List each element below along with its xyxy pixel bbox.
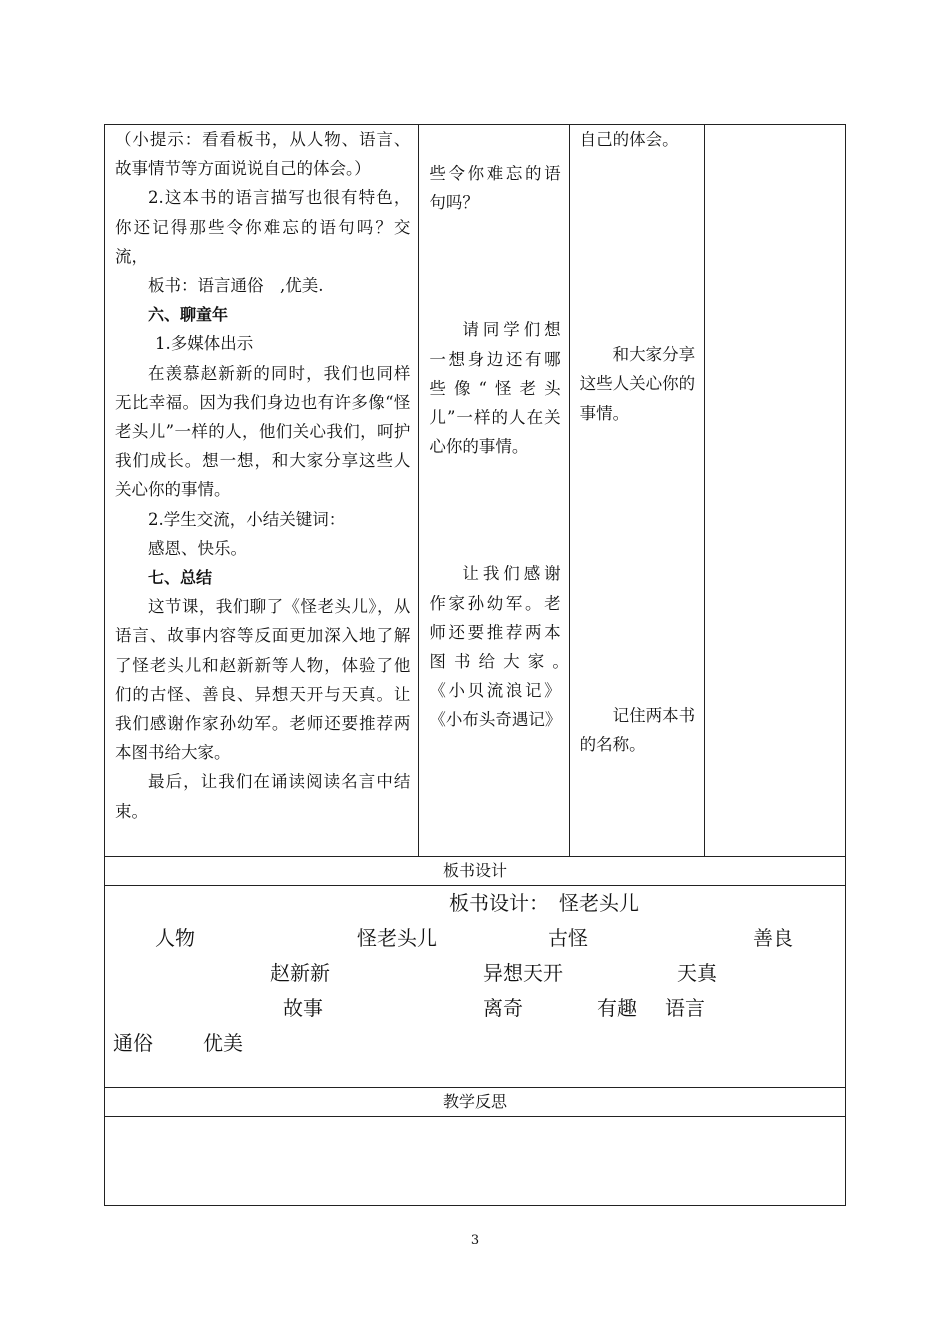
board-item-people: 人物 <box>155 926 195 950</box>
empty-notes-cell <box>704 125 845 857</box>
content-row <box>105 125 846 857</box>
student-block-3: 记住两本书的名称。 <box>579 705 696 755</box>
board-item-story: 故事 <box>283 996 323 1020</box>
reflection-cell <box>105 1117 846 1206</box>
teacher-block-1: 些令你难忘的语句吗？ <box>429 164 561 213</box>
board-item-zhao: 赵新新 <box>270 961 330 985</box>
board-title: 板书设计： 怪老头儿 <box>449 891 639 915</box>
student-exchange-step: 2.学生交流，小结关键词： <box>148 509 346 529</box>
closing-paragraph: 最后，让我们在诵读阅读名言中结束。 <box>115 772 411 821</box>
summary-paragraph: 这节课，我们聊了《怪老头儿》，从语言、故事内容等反面更加深入地了解了怪老头儿和赵新新等人物，体验了他们的古怪、善良、异想天开与天真。让我们感谢作家孙幼军。老师还要推荐两本图书给大家。 <box>115 597 411 763</box>
board-note: 板书：语言通俗 ,优美. <box>148 276 324 296</box>
student-activity-cell <box>569 125 704 857</box>
board-item-beautiful: 优美 <box>203 1031 243 1055</box>
reflection-header: 教学反思 <box>105 1088 846 1117</box>
teaching-process-cell <box>105 125 419 857</box>
board-item-weird: 古怪 <box>548 926 588 950</box>
lesson-plan-table <box>104 124 846 1206</box>
board-item-bizarre: 离奇 <box>483 996 523 1020</box>
envy-paragraph: 在羡慕赵新新的同时，我们也同样无比幸福。因为我们身边也有许多像“怪老头儿”一样的人，他们关心我们，呵护我们成长。想一想，和大家分享这些人关心你的事情。 <box>115 363 411 500</box>
teacher-block-3: 让我们感谢作家孙幼军。老师还要推荐两本图书给大家。 《小贝流浪记》《小布头奇遇记》 <box>429 564 578 730</box>
board-item-language: 语言 <box>665 996 705 1020</box>
reflection-row <box>105 1117 846 1206</box>
board-header-row <box>105 857 846 886</box>
reflection-header-row <box>105 1088 846 1117</box>
page-number: 3 <box>470 1233 480 1248</box>
section-heading-six: 六、聊童年 <box>148 305 229 325</box>
language-question: 2.这本书的语言描写也很有特色，你还记得那些令你难忘的语句吗？交流， <box>115 188 411 266</box>
board-item-whimsical: 异想天开 <box>483 961 563 985</box>
student-block-1: 自己的体会。 <box>579 130 679 149</box>
board-item-fun: 有趣 <box>597 996 637 1020</box>
student-block-2: 和大家分享这些人关心你的事情。 <box>579 345 696 423</box>
section-heading-seven: 七、总结 <box>148 568 213 588</box>
multimedia-step: 1.多媒体出示 <box>155 334 254 354</box>
board-item-old-man: 怪老头儿 <box>357 926 437 950</box>
board-item-kind: 善良 <box>753 926 793 950</box>
tip-paragraph: （小提示：看看板书，从人物、语言、故事情节等方面说说自己的体会。） <box>115 130 411 179</box>
board-item-plain: 通俗 <box>113 1031 153 1055</box>
board-header: 板书设计 <box>105 857 846 886</box>
teacher-block-2: 请同学们想一想身边还有哪些像“怪老头儿”一样的人在关心你的事情。 <box>429 320 561 457</box>
board-design-cell <box>105 886 846 1088</box>
board-item-naive: 天真 <box>677 961 717 985</box>
teacher-activity-cell <box>419 125 578 857</box>
keywords-line: 感恩、快乐。 <box>148 538 247 558</box>
board-row <box>105 886 846 1088</box>
